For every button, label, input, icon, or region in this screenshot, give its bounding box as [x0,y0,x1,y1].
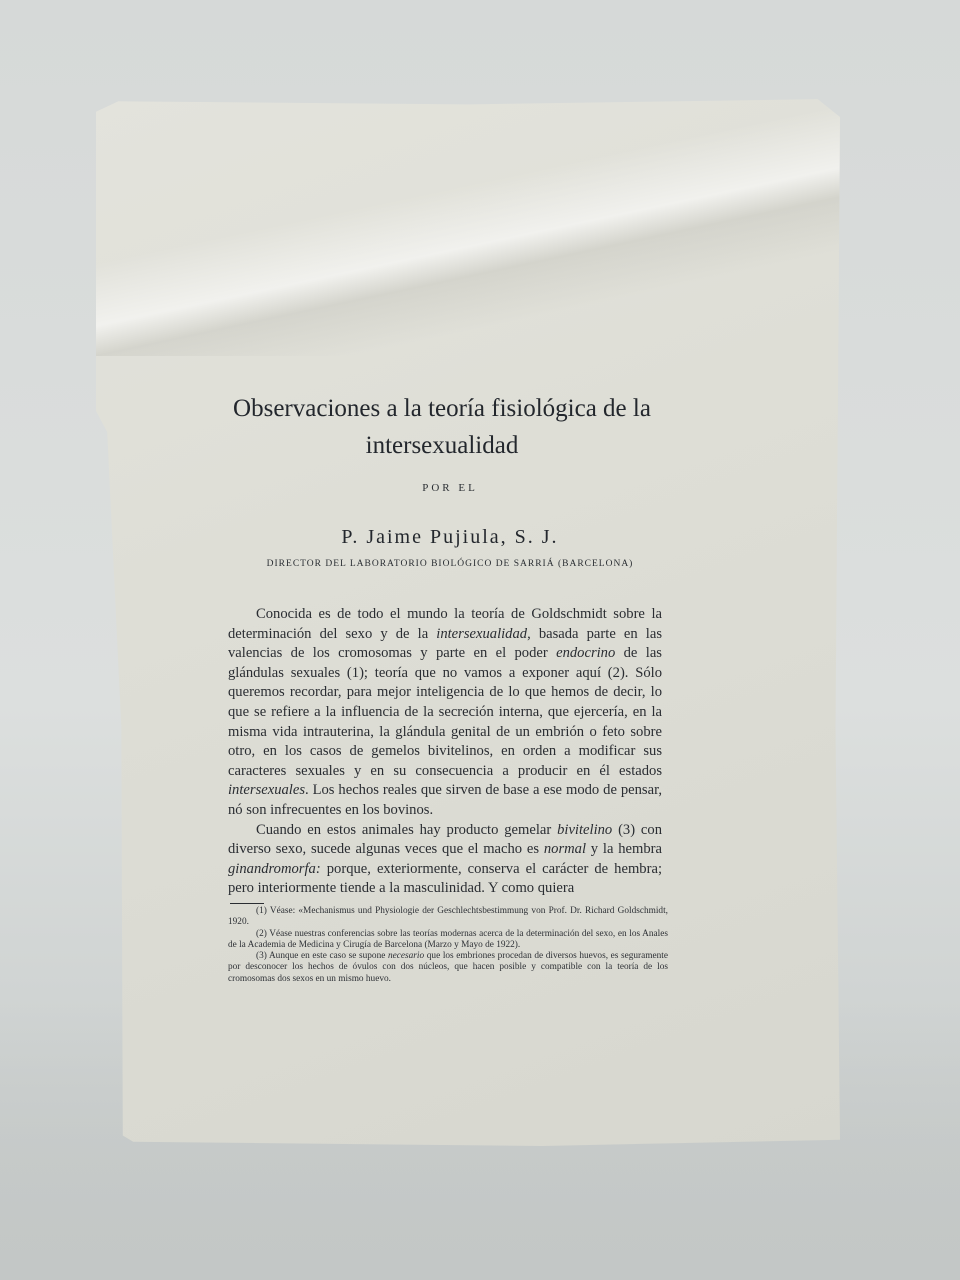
text-run: . Los hechos reales que sirven de base a ese modo de pensar, nó son infrecuentes en los bovinos. [228,782,662,818]
footnote-3 [228,951,668,985]
body-paragraph-1 [228,605,662,821]
italic-term: intersexuales [228,782,306,799]
text-run: que los embriones procedan de diversos huevos, es seguramente por desconocer los hechos de óvulos con dos núcleos, que hacen posible y compatible con la teoría de los cromosomas dos sexos en un mismo huevo. [228,951,668,984]
footnote-2: (2) Véase nuestras conferencias sobre las teorías modernas acerca de la determinación del sexo, en los Anales de la Academia de Medicina y Cirugía de Barcelona (Marzo y Mayo de 1922). [228,928,668,950]
body-paragraph-2 [228,821,662,899]
italic-term: intersexualidad [436,625,528,642]
footnote-1: (1) Véase: «Mechanismus und Physiologie der Geschlechtsbestimmung von Prof. Dr. Richard Goldschmidt, 1920. [228,906,668,928]
byline: POR EL [422,482,478,494]
italic-term: endocrino [556,645,616,662]
text-run: de las glándulas sexuales (1); teoría que no vamos a exponer aquí (2). Sólo queremos recordar, para mejor inteligencia de lo que hemos de decir, lo que se refiere a la influencia de la secreción interna, que ejercería, en la misma vida intrauterina, la glándula genital de un embrión o feto sobre otro, en los casos de gemelos bivitelinos, en orden a modificar sus caracteres sexuales y en su consecuencia a producir en él estados [228,645,662,779]
footnote-divider [230,903,264,904]
text-run: Conocida es de todo el mundo la teoría de Goldschmidt sobre la determinación del sexo y de la [228,606,662,642]
footnotes [228,906,668,985]
italic-term: normal [543,841,587,858]
author-name: P. Jaime Pujiula, S. J. [341,526,559,548]
article-body [228,605,662,899]
italic-term: bivitelino [557,821,613,838]
text-run: porque, exteriormente, conserva el carácter de hembra; pero interiormente tiende a la masculinidad. Y como quiera [228,860,662,897]
author-affiliation: DIRECTOR DEL LABORATORIO BIOLÓGICO DE SARRIÁ (BARCELONA) [266,559,634,569]
text-run: (3) Aunque en este caso se supone [256,951,388,962]
text-run: , basada parte en las valencias de los cromosomas y parte en el poder [228,625,662,662]
text-run: (3) con diverso sexo, sucede algunas veces que el macho es [228,821,662,858]
text-run: Cuando en estos animales hay producto gemelar [256,821,558,838]
italic-term: necesario [387,951,425,962]
paper-fold-crease [96,96,840,356]
italic-term: ginandromorfa: [228,860,321,877]
text-run: y la hembra [586,841,662,858]
article-title: Observaciones a la teoría fisiológica de la intersexualidad [233,395,651,459]
